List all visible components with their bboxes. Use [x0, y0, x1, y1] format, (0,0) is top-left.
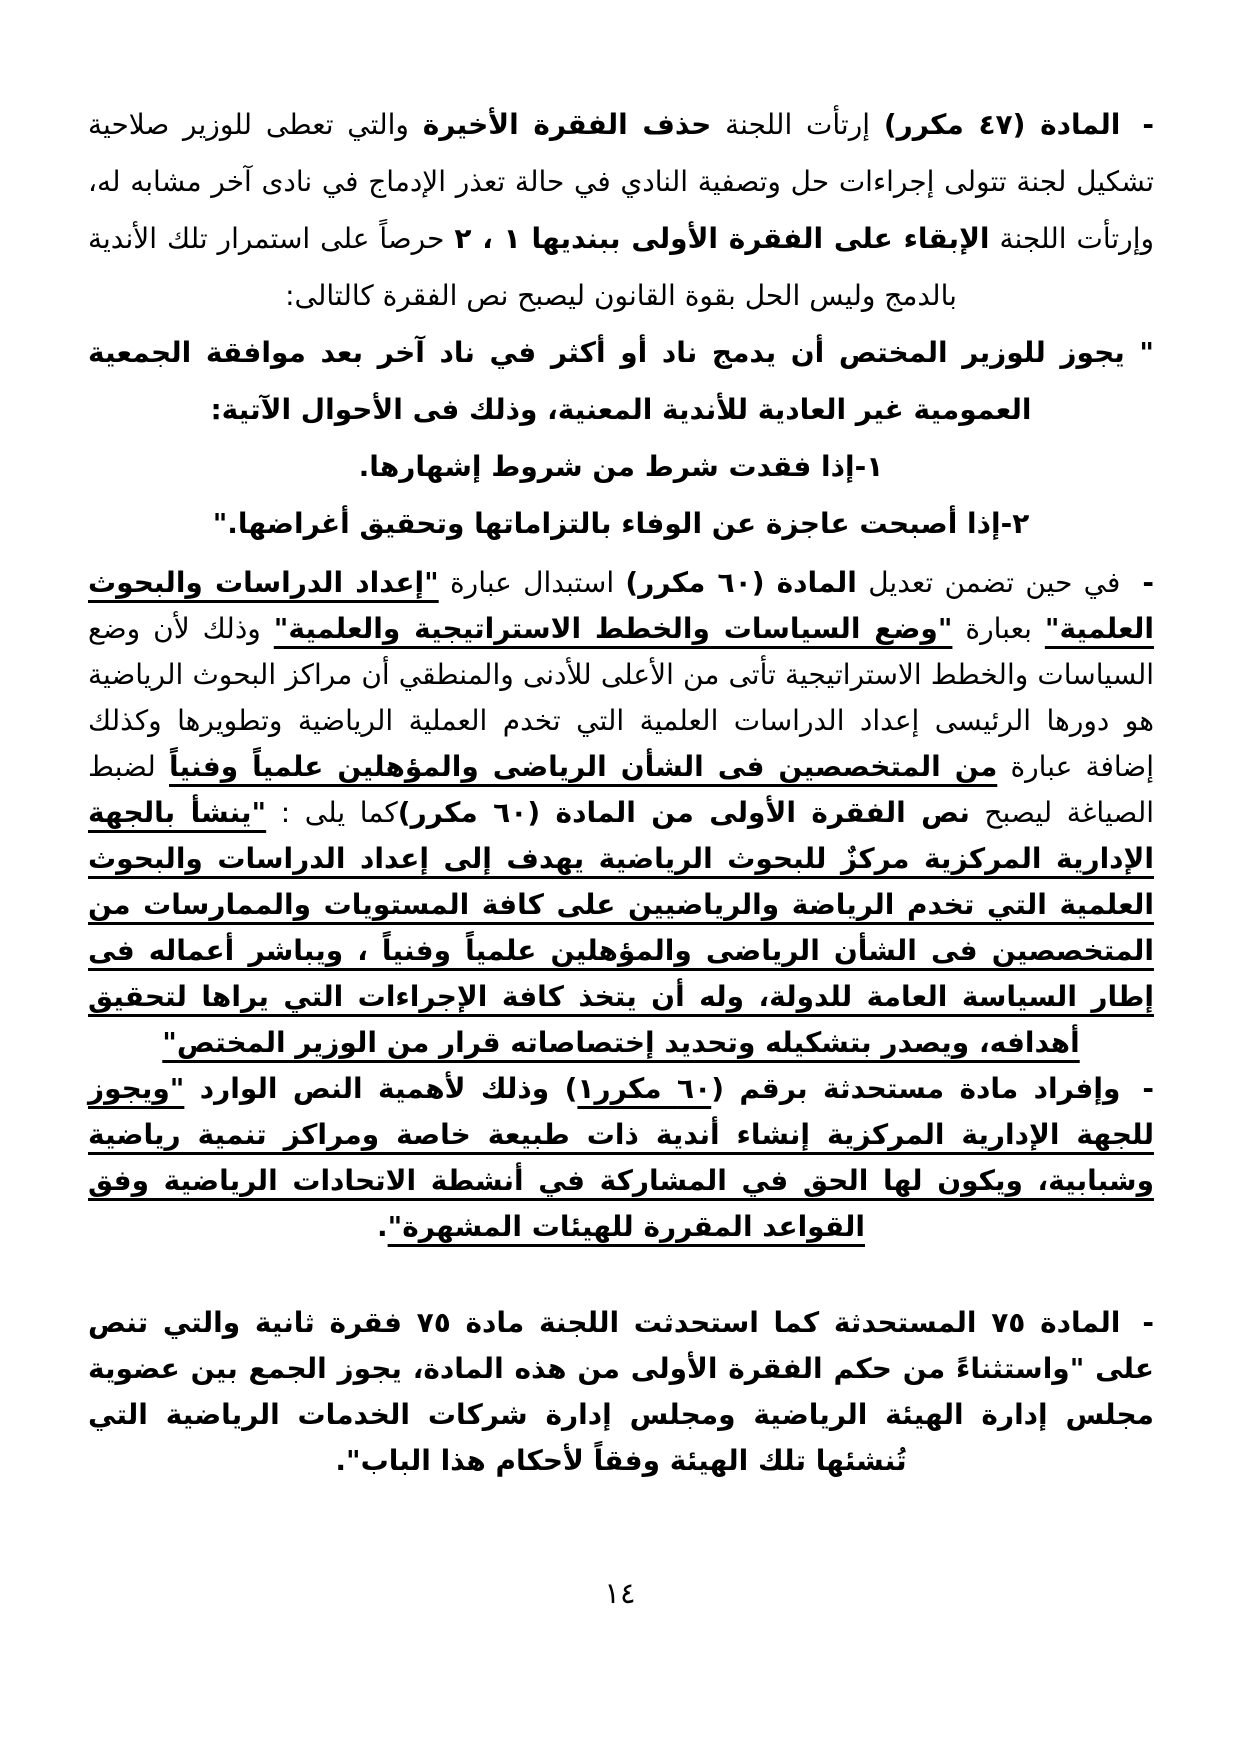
text-run: الإبقاء على الفقرة الأولى ببنديها ١ ، ٢	[454, 222, 990, 255]
text-run: .	[376, 1210, 388, 1243]
page-number: ١٤	[604, 1576, 636, 1610]
text-run: بعبارة	[952, 612, 1045, 645]
text-run: المادة ٧٥ المستحدثة كما استحدثت اللجنة مادة ٧٥ فقرة ثانية والتي تنص على "واستثناءً من حكم الفقرة الأولى من هذه المادة، يجوز الجمع بين عضوية مجلس إدارة الهيئة الرياضية ومجلس إدارة شركات الخدمات الرياضية التي تُنشئها تلك الهيئة وفقاً لأحكام هذا الباب".	[88, 1306, 1154, 1477]
paragraph-article-60-amendment	[88, 560, 1154, 1066]
text-run: والتي تعطى للوزير صلاحية تشكيل لجنة تتولى إجراءات حل وتصفية النادي في حالة تعذر الإدماج في نادى آخر مشابه له، وإرتأت اللجنة	[88, 108, 1155, 255]
text-run: ١-إذا فقدت شرط من شروط إشهارها.	[358, 450, 884, 483]
text-run: "وضع السياسات والخطط الاستراتيجية والعلمية"	[273, 612, 953, 645]
bullet-dash: -	[1142, 108, 1154, 141]
text-run: ) وذلك لأهمية النص الوارد	[184, 1072, 578, 1105]
paragraph-merger-clause-quote	[88, 324, 1154, 438]
text-run: حرصاً على استمرار تلك الأندية بالدمج وليس الحل بقوة القانون ليصبح نص الفقرة كالتالى:	[88, 222, 957, 312]
text-run: المادة (٦٠ مكرر)	[625, 566, 857, 599]
text-run: نص الفقرة الأولى من المادة (٦٠ مكرر)	[397, 796, 970, 829]
text-run: وإفراد مادة مستحدثة برقم (	[711, 1072, 1121, 1105]
text-run: كما يلى :	[266, 796, 398, 829]
text-run: "ويجوز للجهة الإدارية المركزية إنشاء أندية ذات طبيعة خاصة ومراكز تنمية رياضية وشبابية، ويكون لها الحق في المشاركة في أنشطة الاتحادات الرياضية وفق القواعد المقررة للهيئات المشهرة"	[88, 1072, 1154, 1243]
text-run: إرتأت اللجنة	[711, 108, 884, 141]
text-run: المادة (٤٧ مكرر)	[883, 108, 1121, 141]
text-run: استبدال عبارة	[438, 566, 626, 599]
paragraph-clause-item-2	[88, 495, 1154, 552]
paragraph-clause-item-1	[88, 438, 1154, 495]
text-run: "ينشأ بالجهة الإدارية المركزية مركزٌ للبحوث الرياضية يهدف إلى إعداد الدراسات والبحوث العلمية التي تخدم الرياضة والرياضيين على كافة المستويات والممارسات من المتخصصين فى الشأن الرياضى والمؤهلين علمياً وفنياً ، ويباشر أعماله فى إطار السياسة العامة للدولة، وله أن يتخذ كافة الإجراءات التي يراها لتحقيق أهدافه، ويصدر بتشكيله وتحديد إختصاصاته قرار من الوزير المختص"	[88, 796, 1154, 1059]
page-footer	[0, 1576, 1240, 1610]
bullet-dash: -	[1142, 1306, 1154, 1339]
text-run: في حين تضمن تعديل	[856, 566, 1121, 599]
text-run: لضبط الصياغة ليصبح	[88, 750, 1155, 829]
text-run: من المتخصصين فى الشأن الرياضى والمؤهلين علمياً وفنياً	[169, 750, 998, 783]
bullet-dash: -	[1142, 566, 1155, 599]
paragraph-article-75-new	[88, 1300, 1154, 1484]
document-body	[88, 96, 1154, 1484]
bullet-dash: -	[1142, 1072, 1154, 1105]
paragraph-article-60bis1-new	[88, 1066, 1154, 1250]
text-run: حذف الفقرة الأخيرة	[422, 108, 712, 141]
text-run: ٢-إذا أصبحت عاجزة عن الوفاء بالتزاماتها وتحقيق أغراضها."	[212, 507, 1030, 540]
text-run: "إعداد الدراسات والبحوث العلمية"	[88, 566, 1154, 645]
text-run: ٦٠ مكرر١	[577, 1072, 712, 1105]
paragraph-article-47-amendment	[88, 96, 1154, 324]
text-run: وذلك لأن وضع السياسات والخطط الاستراتيجية تأتى من الأعلى للأدنى والمنطقي أن مراكز البحوث الرياضية هو دورها الرئيسى إعداد الدراسات العلمية التي تخدم العملية الرياضية وتطويرها وكذلك إضافة عبارة	[88, 612, 1154, 783]
text-run: " يجوز للوزير المختص أن يدمج ناد أو أكثر في ناد آخر بعد موافقة الجمعية العمومية غير العادية للأندية المعنية، وذلك فى الأحوال الآتية:	[88, 336, 1154, 426]
